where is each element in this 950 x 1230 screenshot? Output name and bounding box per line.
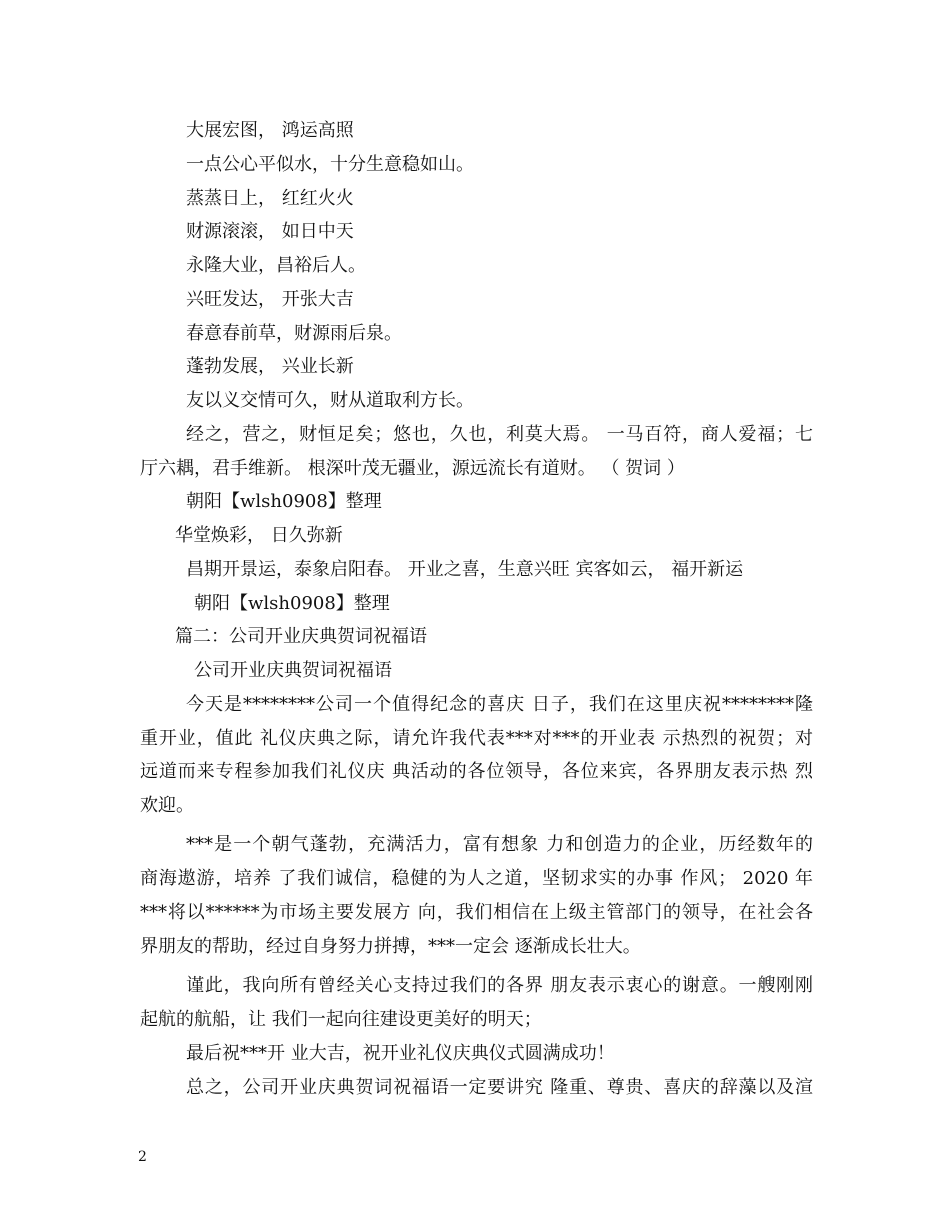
text-line: 起航的航船，让 我们一起向往建设更美好的明天； <box>140 1009 542 1030</box>
text-line: ***将以******为市场主要发展方 向，我们相信在上级主管部门的领导，在社会各 <box>140 902 813 923</box>
text-line: 朝阳【wlsh0908】整理 <box>186 491 382 512</box>
text-line: 春意春前草，财源雨后泉。 <box>186 323 402 344</box>
text-line: 今天是********公司一个值得纪念的喜庆 日子，我们在这里庆祝********隆 <box>186 694 813 715</box>
text-line: 最后祝***开 业大吉，祝开业礼仪庆典仪式圆满成功！ <box>186 1043 615 1064</box>
text-line: 总之，公司开业庆典贺词祝福语一定要讲究 隆重、尊贵、喜庆的辞藻以及渲 <box>186 1077 813 1098</box>
text-line: 谨此，我向所有曾经关心支持过我们的各界 朋友表示衷心的谢意。一艘刚刚 <box>186 975 813 996</box>
article-title: 公司开业庆典贺词祝福语 <box>194 660 392 681</box>
text-line: 欢迎。 <box>140 795 194 816</box>
text-line: 财源滚滚， 如日中天 <box>186 221 354 242</box>
text-line: 蓬勃发展， 兴业长新 <box>186 356 354 377</box>
text-line: 华堂焕彩， 日久弥新 <box>175 525 343 546</box>
text-line: 永隆大业，昌裕后人。 <box>186 255 366 276</box>
section-heading: 篇二：公司开业庆典贺词祝福语 <box>175 626 427 647</box>
text-line: 昌期开景运，泰象启阳春。 开业之喜，生意兴旺 宾客如云， 福开新运 <box>186 559 744 580</box>
text-line: 经之，营之，财恒足矣；悠也，久也，利莫大焉。 一马百符，商人爱福；七 <box>186 424 813 445</box>
text-line: 界朋友的帮助，经过自身努力拼搏，***一定会 逐渐成长壮大。 <box>140 936 641 957</box>
text-line: 友以义交情可久，财从道取利方长。 <box>186 390 474 411</box>
text-line: 大展宏图， 鸿运高照 <box>186 120 354 141</box>
text-line: 厅六耦，君手维新。 根深叶茂无疆业，源远流长有道财。 （ 贺词 ） <box>140 458 685 479</box>
text-line: 蒸蒸日上， 红红火火 <box>186 188 354 209</box>
text-line: 一点公心平似水，十分生意稳如山。 <box>186 154 474 175</box>
page-number: 2 <box>138 1149 147 1165</box>
text-line: 兴旺发达， 开张大吉 <box>186 289 354 310</box>
text-line: 商海遨游，培养 了我们诚信，稳健的为人之道，坚韧求实的办事 作风； 2020 年 <box>140 868 813 889</box>
text-line: 重开业，值此 礼仪庆典之际，请允许我代表***对***的开业表 示热烈的祝贺；对 <box>140 728 813 749</box>
text-line: ***是一个朝气蓬勃，充满活力，富有想象 力和创造力的企业，历经数年的 <box>186 834 813 855</box>
text-line: 远道而来专程参加我们礼仪庆 典活动的各位领导，各位来宾，各界朋友表示热 烈 <box>140 761 813 782</box>
text-line: 朝阳【wlsh0908】整理 <box>194 593 390 614</box>
